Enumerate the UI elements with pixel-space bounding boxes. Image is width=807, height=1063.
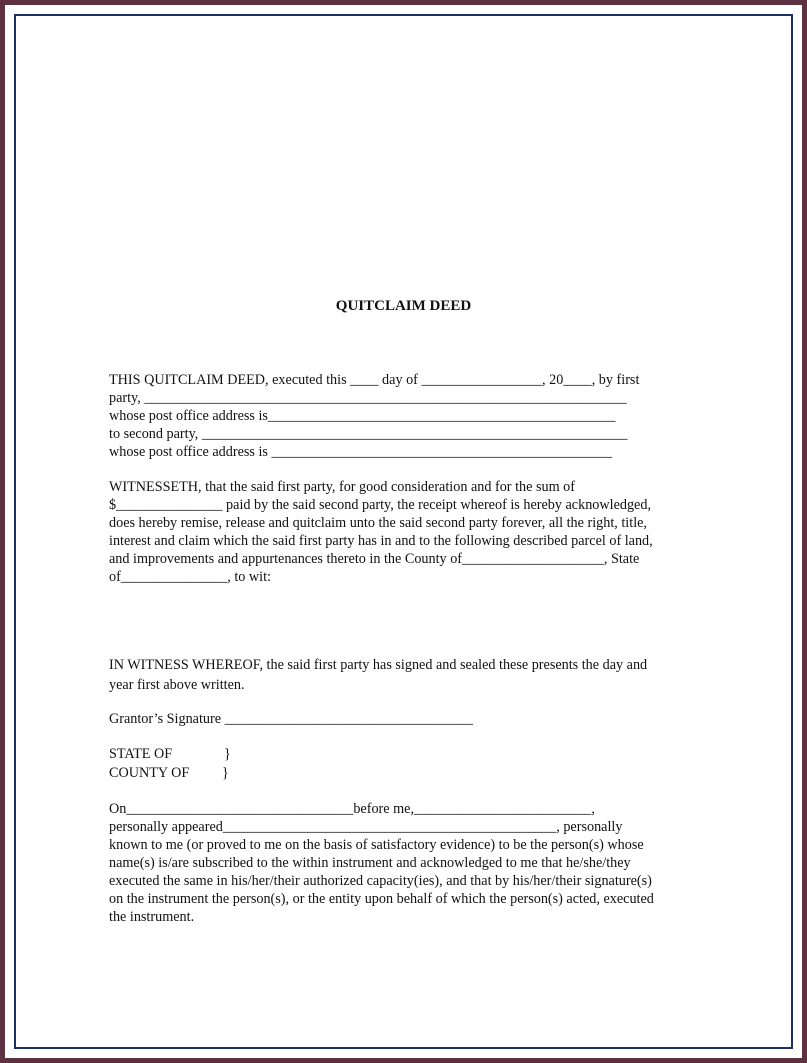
witnesseth-line-2: $_______________ paid by the said second party, the receipt whereof is hereby acknowledged, (109, 497, 651, 513)
acknowledgment-line-2: personally appeared_______________________________________________, personally (109, 819, 623, 835)
parties-line-3: whose post office address is_________________________________________________ (109, 408, 616, 424)
parties-line-4: to second party, ____________________________________________________________ (109, 426, 628, 442)
document-title: QUITCLAIM DEED (335, 298, 472, 314)
acknowledgment-line-4: name(s) is/are subscribed to the within instrument and acknowledged to me that he/she/they (109, 855, 631, 871)
state-of-label: STATE OF (109, 746, 173, 762)
witnesseth-line-6: of_______________, to wit: (109, 569, 271, 585)
state-brace: } (224, 746, 231, 762)
county-brace: } (222, 765, 229, 781)
parties-line-1: THIS QUITCLAIM DEED, executed this ____ day of _________________, 20____, by first (109, 372, 640, 388)
county-of-label: COUNTY OF (109, 765, 190, 781)
acknowledgment-line-1: On________________________________before me,_________________________, (109, 801, 595, 817)
in-witness-line-2: year first above written. (109, 677, 245, 693)
parties-line-5: whose post office address is ________________________________________________ (109, 444, 612, 460)
acknowledgment-line-3: known to me (or proved to me on the basis of satisfactory evidence) to be the person(s) whose (109, 837, 644, 853)
acknowledgment-line-7: the instrument. (109, 909, 195, 925)
witnesseth-line-1: WITNESSETH, that the said first party, for good consideration and for the sum of (109, 479, 575, 495)
parties-line-2: party, ____________________________________________________________________ (109, 390, 627, 406)
witnesseth-line-3: does hereby remise, release and quitclaim unto the said second party forever, all the right, title, (109, 515, 647, 531)
witnesseth-line-4: interest and claim which the said first party has in and to the following described parcel of land, (109, 533, 653, 549)
grantor-signature-line: Grantor’s Signature ___________________________________ (109, 711, 473, 727)
in-witness-line-1: IN WITNESS WHEREOF, the said first party has signed and sealed these presents the day and (109, 657, 648, 673)
acknowledgment-line-6: on the instrument the person(s), or the entity upon behalf of which the person(s) acted, executed (109, 891, 654, 907)
witnesseth-line-5: and improvements and appurtenances thereto in the County of____________________, State (109, 551, 640, 567)
acknowledgment-line-5: executed the same in his/her/their authorized capacity(ies), and that by his/her/their signature(s) (109, 873, 652, 889)
